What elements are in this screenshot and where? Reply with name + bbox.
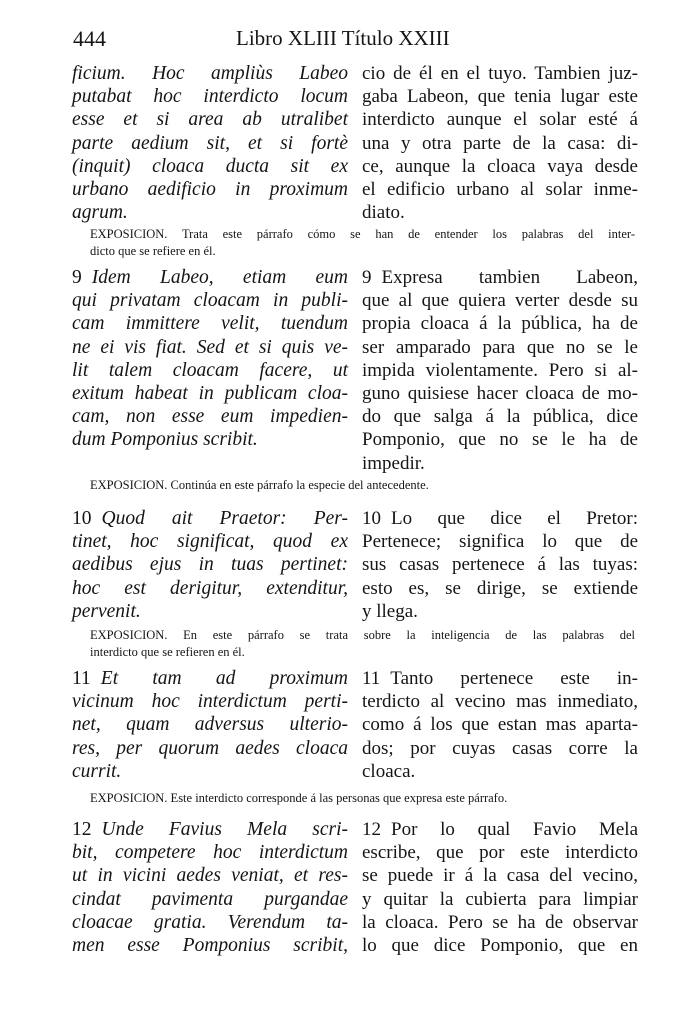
spanish-line: 11 Tanto pertenece este in- <box>362 668 638 689</box>
spanish-line: 9 Expresa tambien Labeon, <box>362 267 638 288</box>
latin-line: pervenit. <box>72 600 141 622</box>
spanish-line: esto es, se dirige, se extiende <box>362 577 638 599</box>
exposicion-line: EXPOSICION. En este párrafo se trata sobre la inteligencia de las palabras del <box>90 628 635 642</box>
latin-line: vicinum hoc interdictum perti- <box>72 691 348 713</box>
spanish-line: cio de él en el tuyo. Tambien juz- <box>362 63 638 84</box>
latin-line: 11 Et tam ad proximum <box>72 668 348 689</box>
spanish-line: impida violentamente. Pero si al- <box>362 359 638 381</box>
latin-line: ne ei vis fiat. Sed et si quis ve- <box>72 336 348 358</box>
exposicion-line: EXPOSICION. Este interdicto corresponde á las personas que expresa este párrafo. <box>90 791 508 805</box>
latin-line: lit talem cloacam facere, ut <box>72 359 348 381</box>
spanish-line: impedir. <box>362 452 425 474</box>
spanish-line: 10 Lo que dice el Pretor: <box>362 508 638 529</box>
latin-line: cam immittere velit, tuendum <box>72 313 348 335</box>
latin-line: aedibus ejus in tuas pertinet: <box>72 554 348 576</box>
spanish-line: y quitar la cubierta para limpiar <box>362 888 638 910</box>
latin-line: parte aedium sit, et si fortè <box>72 132 348 154</box>
spanish-line: ser amparado para que no se le <box>362 336 638 358</box>
exposicion-line: EXPOSICION. Trata este párrafo cómo se han de entender los palabras del inter- <box>90 227 635 241</box>
latin-column <box>72 266 348 452</box>
spanish-line: gaba Labeon, que tenia lugar este <box>362 86 638 108</box>
spanish-line: Pomponio, que no se le ha de <box>362 429 638 451</box>
page-number: 444 <box>73 26 106 51</box>
latin-line: bit, competere hoc interdictum <box>72 842 348 864</box>
paragraph-number: 12 <box>362 819 381 840</box>
spanish-line: terdicto al vecino mas inmediato, <box>362 691 638 713</box>
spanish-line: una y otra parte de la casa: di- <box>362 132 638 154</box>
spanish-line: que al que quiera verter desde su <box>362 290 638 312</box>
latin-line: currit. <box>72 760 122 782</box>
exposicion-line: dicto que se refiere en él. <box>90 244 216 258</box>
paragraph-number: 11 <box>362 668 381 689</box>
latin-line: qui privatam cloacam in publi- <box>72 290 348 312</box>
latin-line: cindat pavimenta purgandae <box>72 888 348 910</box>
latin-line: putabat hoc interdicto locum <box>72 86 348 108</box>
spanish-line: guno quisiese hacer cloaca de mo- <box>362 383 638 405</box>
latin-line: net, quam adversus ulterio- <box>72 714 348 736</box>
spanish-line: y llega. <box>362 600 418 622</box>
latin-line: men esse Pomponius scribit, <box>72 935 348 957</box>
running-title: Libro XLIII Título XXIII <box>236 26 450 50</box>
paragraph-number: 10 <box>362 508 381 529</box>
exposicion-line: interdicto que se refieren en él. <box>90 645 245 659</box>
spanish-column <box>362 62 638 224</box>
latin-column <box>72 62 348 224</box>
paragraph-number: 12 <box>72 819 92 840</box>
latin-column <box>72 818 348 957</box>
spanish-column <box>362 667 638 783</box>
latin-line: dum Pomponius scribit. <box>72 429 258 451</box>
spanish-line: como á los que estan mas aparta- <box>362 714 638 736</box>
latin-line: 12 Unde Favius Mela scri- <box>72 819 348 840</box>
spanish-line: escribe, que por este interdicto <box>362 842 638 864</box>
spanish-line: ce, aunque la cloaca vaya desde <box>362 155 638 177</box>
latin-line: ficium. Hoc ampliùs Labeo <box>72 63 348 84</box>
latin-line: urbano aedificio in proximum <box>72 179 348 201</box>
spanish-line: el edificio urbano al solar inme- <box>362 179 638 201</box>
exposicion-note <box>90 477 635 494</box>
paragraph-number: 10 <box>72 508 92 529</box>
latin-line: cam, non esse eum impedien- <box>72 406 348 428</box>
exposicion-note <box>90 790 635 807</box>
latin-line: agrum. <box>72 202 128 224</box>
spanish-line: dos; por cuyas casas corre la <box>362 737 638 759</box>
spanish-line: la cloaca. Pero se ha de observar <box>362 911 638 933</box>
latin-line: hoc est derigitur, extenditur, <box>72 577 348 599</box>
latin-line: 9 Idem Labeo, etiam eum <box>72 267 348 288</box>
spanish-line: propia cloaca á la pública, ha de <box>362 313 638 335</box>
latin-line: 10 Quod ait Praetor: Per- <box>72 508 348 529</box>
latin-line: res, per quorum aedes cloaca <box>72 737 348 759</box>
spanish-line: diato. <box>362 202 405 224</box>
spanish-column <box>362 818 638 957</box>
spanish-line: interdicto aunque el solar esté á <box>362 109 638 131</box>
latin-line: tinet, hoc significat, quod ex <box>72 531 348 553</box>
page-header <box>0 26 682 56</box>
spanish-line: cloaca. <box>362 760 416 782</box>
spanish-line: sus casas pertenece á las tuyas: <box>362 554 638 576</box>
spanish-line: Pertenece; significa lo que de <box>362 531 638 553</box>
spanish-column <box>362 507 638 623</box>
paragraph-number: 9 <box>362 267 372 288</box>
latin-line: esse et si area ab utralibet <box>72 109 348 131</box>
spanish-column <box>362 266 638 475</box>
latin-column <box>72 667 348 783</box>
latin-line: exitum habeat in publicam cloa- <box>72 383 348 405</box>
latin-line: (inquit) cloaca ducta sit ex <box>72 155 348 177</box>
exposicion-note <box>90 627 635 661</box>
latin-line: ut in vicini aedes veniat, et res- <box>72 865 348 887</box>
exposicion-note <box>90 226 635 260</box>
latin-column <box>72 507 348 623</box>
spanish-line: lo que dice Pomponio, que en <box>362 935 638 957</box>
spanish-line: do que salga á la pública, dice <box>362 406 638 428</box>
spanish-line: 12 Por lo qual Favio Mela <box>362 819 638 840</box>
latin-line: cloacae gratia. Verendum ta- <box>72 911 348 933</box>
paragraph-number: 9 <box>72 267 82 288</box>
spanish-line: se puede ir á la casa del vecino, <box>362 865 638 887</box>
exposicion-line: EXPOSICION. Continúa en este párrafo la especie del antecedente. <box>90 478 429 492</box>
paragraph-number: 11 <box>72 668 91 689</box>
